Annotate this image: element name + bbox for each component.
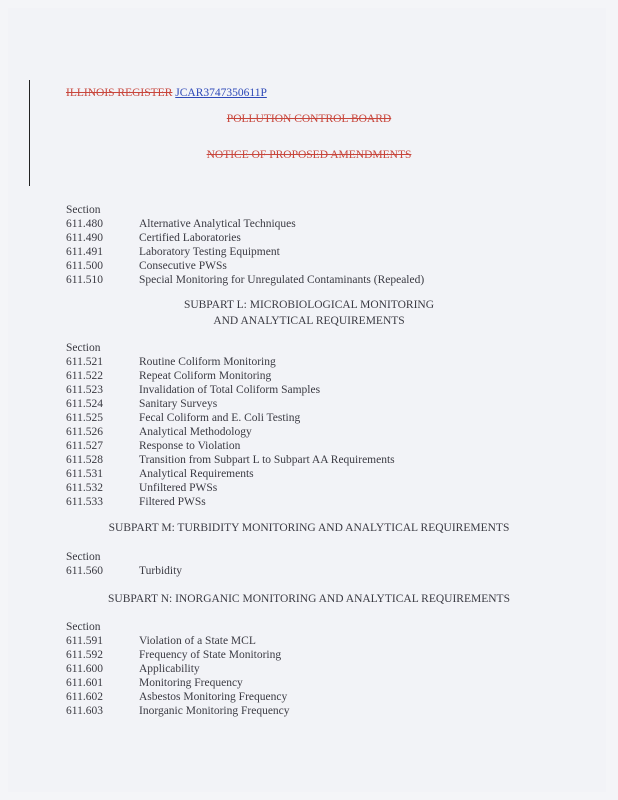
section-title: Unfiltered PWSs: [139, 482, 218, 494]
section-number: 611.525: [66, 412, 103, 424]
subpart-l-heading-line1: SUBPART L: MICROBIOLOGICAL MONITORING: [183, 299, 435, 311]
section-number: 611.602: [66, 691, 103, 703]
section-title: Analytical Requirements: [139, 468, 254, 480]
section-heading: Section: [66, 204, 101, 216]
section-row: [66, 467, 395, 481]
register-inserted-text: JCAR3747350611P: [175, 87, 267, 99]
section-list-subpart-m: [66, 550, 182, 578]
change-bar: [29, 80, 30, 186]
section-title: Transition from Subpart L to Subpart AA Requirements: [139, 454, 395, 466]
section-row: [66, 704, 290, 718]
section-number: 611.601: [66, 677, 103, 689]
section-title: Routine Coliform Monitoring: [139, 356, 276, 368]
section-number: 611.480: [66, 218, 103, 230]
subpart-n-heading: SUBPART N: INORGANIC MONITORING AND ANALYTICAL REQUIREMENTS: [108, 593, 510, 605]
section-number: 611.591: [66, 635, 103, 647]
section-title: Asbestos Monitoring Frequency: [139, 691, 288, 703]
section-title: Sanitary Surveys: [139, 398, 218, 410]
section-number: 611.490: [66, 232, 103, 244]
section-title: Frequency of State Monitoring: [139, 649, 282, 661]
section-title: Laboratory Testing Equipment: [139, 246, 280, 258]
section-list-subpart-l: [66, 341, 395, 509]
section-row: [66, 217, 424, 231]
section-title: Violation of a State MCL: [139, 635, 256, 647]
section-list-0: [66, 203, 424, 287]
section-title: Alternative Analytical Techniques: [139, 218, 296, 230]
section-number: 611.510: [66, 274, 103, 286]
section-title: Invalidation of Total Coliform Samples: [139, 384, 321, 396]
section-row: [66, 245, 424, 259]
section-title: Analytical Methodology: [139, 426, 252, 438]
section-row: [66, 662, 290, 676]
section-title: Fecal Coliform and E. Coli Testing: [139, 412, 301, 424]
subpart-l-heading-line2: AND ANALYTICAL REQUIREMENTS: [213, 315, 405, 327]
section-title: Special Monitoring for Unregulated Contaminants (Repealed): [139, 274, 425, 286]
section-row: [66, 369, 395, 383]
section-title: Inorganic Monitoring Frequency: [139, 705, 290, 717]
section-number: 611.603: [66, 705, 103, 717]
section-row: [66, 425, 395, 439]
section-row: [66, 690, 290, 704]
section-number: 611.521: [66, 356, 103, 368]
section-number: 611.560: [66, 565, 103, 577]
section-title: Turbidity: [139, 565, 183, 577]
section-title: Filtered PWSs: [139, 496, 206, 508]
section-row: [66, 231, 424, 245]
section-list-subpart-n: [66, 620, 290, 718]
section-number: 611.491: [66, 246, 103, 258]
section-row: [66, 495, 395, 509]
section-heading: Section: [66, 551, 101, 563]
section-title: Certified Laboratories: [139, 232, 241, 244]
section-row: [66, 564, 182, 578]
subpart-m-heading: SUBPART M: TURBIDITY MONITORING AND ANALYTICAL REQUIREMENTS: [108, 522, 510, 534]
register-header: [66, 86, 267, 100]
section-title: Consecutive PWSs: [139, 260, 227, 272]
section-row: [66, 439, 395, 453]
section-row: [66, 411, 395, 425]
section-row: [66, 481, 395, 495]
section-row: [66, 273, 424, 287]
section-row: [66, 259, 424, 273]
notice-struck-text: NOTICE OF PROPOSED AMENDMENTS: [206, 149, 412, 161]
board-struck-text: POLLUTION CONTROL BOARD: [226, 113, 392, 125]
section-title: Monitoring Frequency: [139, 677, 243, 689]
section-title: Applicability: [139, 663, 200, 675]
section-number: 611.528: [66, 454, 103, 466]
section-number: 611.524: [66, 398, 103, 410]
section-title: Repeat Coliform Monitoring: [139, 370, 272, 382]
register-struck-text: ILLINOIS REGISTER: [66, 87, 173, 99]
section-number: 611.527: [66, 440, 103, 452]
section-heading: Section: [66, 342, 101, 354]
section-row: [66, 634, 290, 648]
section-number: 611.532: [66, 482, 103, 494]
section-number: 611.531: [66, 468, 103, 480]
notice-header: [0, 148, 618, 162]
section-number: 611.526: [66, 426, 103, 438]
section-heading: Section: [66, 621, 101, 633]
section-row: [66, 383, 395, 397]
section-row: [66, 453, 395, 467]
board-header: [0, 112, 618, 126]
section-number: 611.600: [66, 663, 103, 675]
section-row: [66, 676, 290, 690]
section-title: Response to Violation: [139, 440, 241, 452]
section-row: [66, 648, 290, 662]
section-number: 611.500: [66, 260, 103, 272]
section-row: [66, 355, 395, 369]
section-number: 611.523: [66, 384, 103, 396]
section-row: [66, 397, 395, 411]
section-number: 611.592: [66, 649, 103, 661]
section-number: 611.522: [66, 370, 103, 382]
section-number: 611.533: [66, 496, 103, 508]
